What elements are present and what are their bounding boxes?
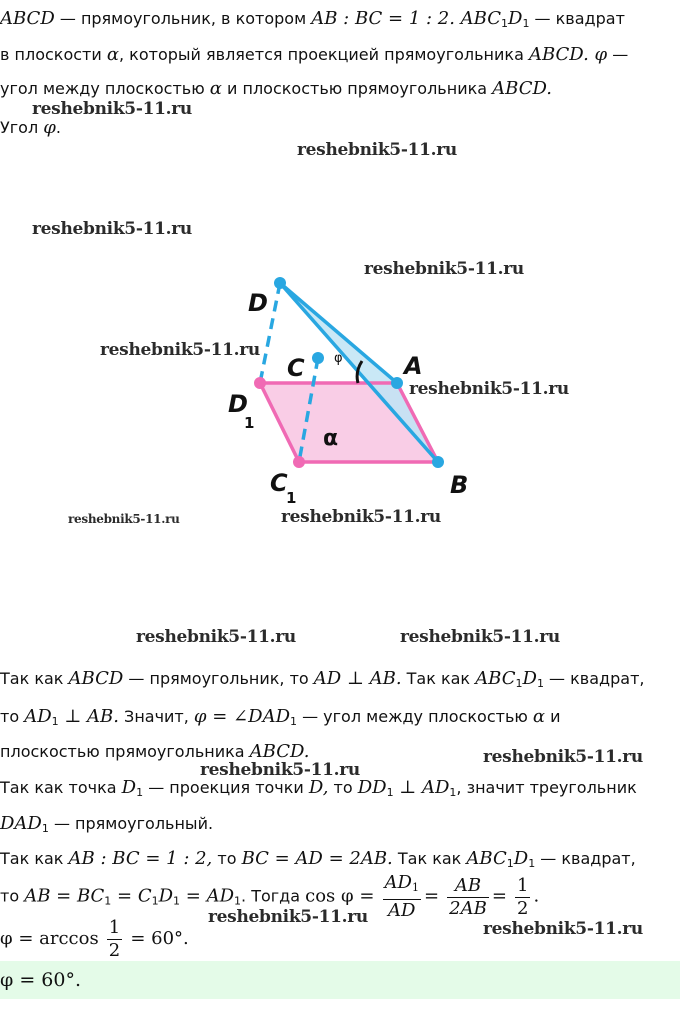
label-C1: C [270, 469, 288, 497]
label-D: D [248, 289, 268, 317]
watermark: reshebnik5-11.ru [32, 99, 192, 119]
label-C: C [287, 354, 305, 382]
solution-line-5: $DAD_1$ — прямоугольный. [0, 813, 214, 835]
watermark: reshebnik5-11.ru [281, 507, 441, 527]
point-C [312, 352, 324, 364]
watermark: reshebnik5-11.ru [297, 140, 457, 160]
watermark: reshebnik5-11.ru [483, 919, 643, 939]
watermark: reshebnik5-11.ru [409, 379, 569, 399]
point-D1 [254, 377, 266, 389]
watermark: reshebnik5-11.ru [32, 219, 192, 239]
problem-line-2: в плоскости α, который является проекцией прямоугольника ABCD. φ — [0, 44, 629, 65]
fraction-1-2: $\frac{1}{2}$ [517, 874, 529, 919]
solution-line-6: Так как AB : BC = 1 : 2, то BC = AD = 2AB. Так как $ABC_1D_1$ — квадрат, [0, 848, 636, 870]
watermark: reshebnik5-11.ru [200, 760, 360, 780]
solution-line-8: φ = arccos $\frac{1}{2}$ = 60°. [0, 917, 189, 961]
solution-line-4: Так как точка $D_1$ — проекция точки D, то $DD_1$ ⊥ $AD_1$, значит треугольник [0, 777, 637, 799]
watermark: reshebnik5-11.ru [136, 627, 296, 647]
answer-box [0, 961, 680, 999]
label-C1-sub: 1 [286, 489, 297, 507]
solution-line-7: то AB = $BC_1 = C_1D_1 = AD_1$. Тогда cos φ = $\frac{AD_1}{AD}$ = $\frac{AB}{2AB}$ = $\frac{1}{2}$ . [0, 872, 540, 921]
watermark: reshebnik5-11.ru [483, 747, 643, 767]
fraction-AB-2AB: $\frac{AB}{2AB}$ [449, 874, 487, 919]
watermark: reshebnik5-11.ru [100, 340, 260, 360]
answer-text: φ = 60°. [0, 969, 82, 991]
point-C1 [293, 456, 305, 468]
solution-line-2: то $AD_1$ ⊥ AB. Значит, $\varphi = \angle DAD_1$ — угол между плоскостью α и [0, 706, 561, 728]
watermark: reshebnik5-11.ru [364, 259, 524, 279]
fraction-arccos: $\frac{1}{2}$ [108, 917, 121, 961]
point-D [274, 277, 286, 289]
point-A [391, 377, 403, 389]
label-D1: D [228, 390, 248, 418]
label-B: B [450, 471, 469, 499]
problem-line-1: ABCD — прямоугольник, в котором AB : BC = 1 : 2. $ABC_1D_1$ — квадрат [0, 8, 625, 30]
point-B [432, 456, 444, 468]
watermark: reshebnik5-11.ru [400, 627, 560, 647]
label-phi: φ [334, 351, 343, 366]
label-A: A [404, 352, 423, 380]
problem-line-4: Угол φ. [0, 117, 61, 138]
solution-line-3: плоскостью прямоугольника ABCD. [0, 741, 310, 762]
problem-line-3: угол между плоскостью α и плоскостью прямоугольника ABCD. [0, 78, 552, 99]
watermark: reshebnik5-11.ru [208, 907, 368, 927]
label-alpha: α [323, 426, 339, 451]
watermark: reshebnik5-11.ru [68, 512, 180, 526]
solution-line-1: Так как ABCD — прямоугольник, то AD ⊥ AB. Так как $ABC_1D_1$ — квадрат, [0, 668, 645, 690]
fraction-AD1-AD: $\frac{AD_1}{AD}$ [384, 872, 419, 921]
label-D1-sub: 1 [244, 414, 255, 432]
